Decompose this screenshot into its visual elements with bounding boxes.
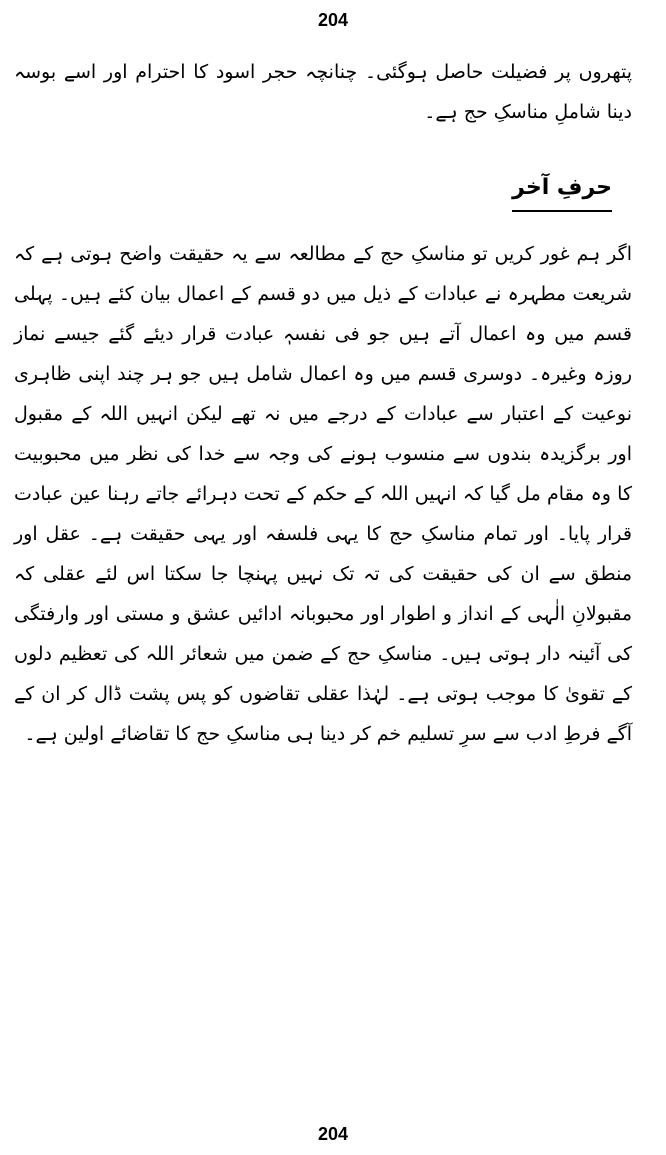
page-number-bottom: 204 xyxy=(317,1124,349,1144)
body-paragraph xyxy=(14,234,632,754)
page-number-top: 204 xyxy=(317,10,349,30)
section-heading-wrapper xyxy=(512,170,612,212)
section-heading: حرفِ آخر xyxy=(512,170,612,212)
intro-paragraph xyxy=(14,52,632,132)
intro-text: پتھروں پر فضیلت حاصل ہوگئی۔ چنانچہ حجر اسود کا احترام اور اسے بوسہ دینا شاملِ مناسکِ حج ہے۔ xyxy=(14,61,632,123)
body-text: اگر ہم غور کریں تو مناسکِ حج کے مطالعہ سے یہ حقیقت واضح ہوتی ہے کہ شریعت مطہرہ نے عبادات کے ذیل میں دو قسم کے اعمال بیان کئے ہیں۔ پہلی قسم میں وہ اعمال آتے ہیں جو فی نفسہٖ عبادت قرار دیئے گئے جیسے نماز روزہ وغیرہ۔ دوسری قسم میں وہ اعمال شامل ہیں جو ہر چند اپنی ظاہری نوعیت کے اعتبار سے عبادات کے درجے میں نہ تھے لیکن انہیں اللہ کے مقبول اور برگزیدہ بندوں سے منسوب ہونے کی وجہ سے خدا کی نظر میں محبوبیت کا وہ مقام مل گیا کہ انہیں اللہ کے حکم کے تحت دہرائے جاتے رہنا عین عبادت قرار پایا۔ اور تمام مناسکِ حج کا یہی فلسفہ اور یہی حقیقت ہے۔ عقل اور منطق سے ان کی حقیقت کی تہ تک نہیں پہنچا جا سکتا اس لئے عقلی کہ مقبولانِ الٰہی کے انداز و اطوار اور محبوبانہ ادائیں عشق و مستی اور وارفتگی کی آئینہ دار ہوتی ہیں۔ مناسکِ حج کے ضمن میں شعائر اللہ کی تعظیم دلوں کے تقویٰ کا موجب ہوتی ہے۔ لہٰذا عقلی تقاضوں کو پس پشت ڈال کر ان کے آگے فرطِ ادب سے سرِ تسلیم خم کر دینا ہی مناسکِ حج کا تقاضائے اولین ہے۔ xyxy=(14,243,632,745)
